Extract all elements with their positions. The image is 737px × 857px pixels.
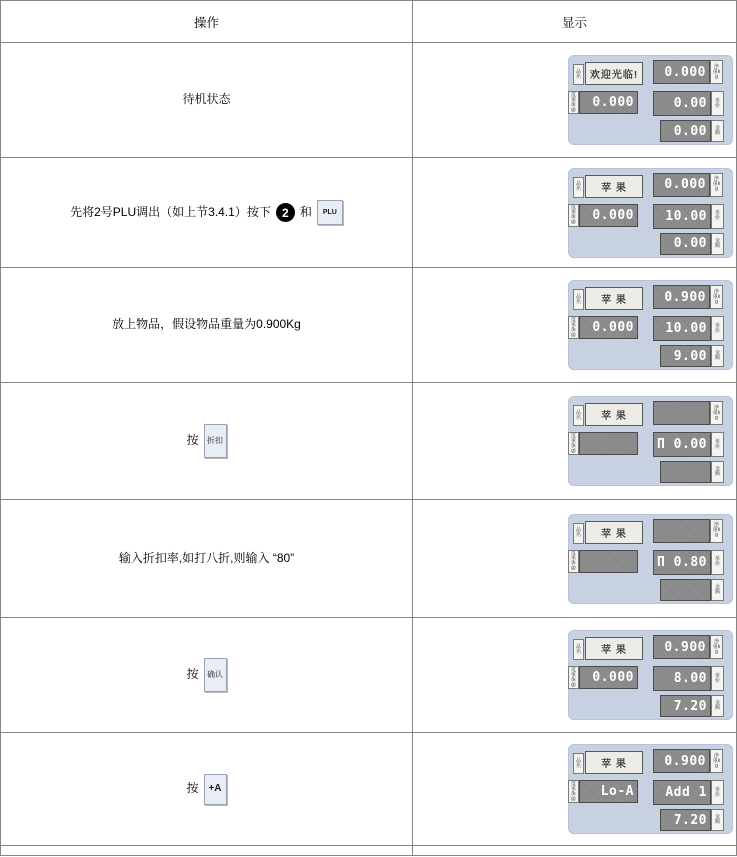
unit-price-label: 单价 [711,666,724,691]
table-header-row [1,1,737,43]
total-price-label: 金额 [711,809,724,831]
product-name-display: 苹 果 [585,751,643,774]
operation-cell [1,158,413,268]
operation-text: 先将2号PLU调出（如上节3.4.1）按下 [70,204,271,219]
operation-cell [1,618,413,733]
scale-display-panel [568,514,733,604]
weight-display: 0.900 [653,635,710,659]
scale-display-panel [568,396,733,486]
total-price-label: 金额 [711,345,724,367]
total-price-label: 金额 [711,461,724,483]
product-name-label: 品名 [573,753,584,774]
display-cell [413,158,737,268]
plus-a-key: +A [204,774,227,805]
tare-label: 皮重(kg) [568,780,579,803]
total-price-display: 7.20 [660,695,711,717]
operation-cell [1,733,413,846]
operation-text: 按 [186,781,199,796]
tare-display: 0.000 [579,91,638,114]
unit-price-display: Π 0.80 [653,550,711,575]
operation-column-header: 操作 [1,1,413,43]
weight-display: 0.000 [653,60,710,84]
unit-price-label: 单价 [711,204,724,229]
total-price-display [660,579,711,601]
operation-text: 按 [186,667,199,682]
unit-price-display: Add 1 [653,780,711,805]
operation-text: 和 [299,204,312,219]
total-price-label: 金额 [711,233,724,255]
plu-key: PLU [317,200,343,225]
weight-display: 0.900 [653,749,710,773]
display-cell [413,500,737,618]
table-row [1,383,737,500]
product-name-display: 苹 果 [585,521,643,544]
table-row [1,158,737,268]
total-price-display: 7.20 [660,809,711,831]
weight-display: 0.900 [653,285,710,309]
product-name-label: 品名 [573,405,584,426]
product-name-display: 苹 果 [585,175,643,198]
product-name-display: 苹 果 [585,637,643,660]
table-row-partial [1,846,737,856]
weight-unit-label: 净重kg [710,401,723,425]
unit-price-label: 单价 [711,780,724,805]
total-price-display [660,461,711,483]
table-row [1,733,737,846]
product-name-display: 苹 果 [585,287,643,310]
tare-label: 皮重(kg) [568,432,579,455]
product-name-label: 品名 [573,523,584,544]
total-price-label: 金额 [711,120,724,142]
total-price-display: 9.00 [660,345,711,367]
scale-display-panel [568,55,733,145]
operation-text: 放上物品，假设物品重量为0.900Kg [112,317,301,332]
table-row [1,618,737,733]
table-row [1,268,737,383]
product-name-label: 品名 [573,64,584,85]
weight-unit-label: 净重kg [710,519,723,543]
total-price-display: 0.00 [660,233,711,255]
product-name-display: 苹 果 [585,403,643,426]
tare-display [579,550,638,573]
tare-display: 0.000 [579,204,638,227]
weight-unit-label: 净重kg [710,173,723,197]
total-price-display: 0.00 [660,120,711,142]
discount-key: 折扣 [204,424,227,458]
table-row [1,43,737,158]
tare-display: 0.000 [579,316,638,339]
unit-price-display: 8.00 [653,666,711,691]
display-cell [413,846,737,856]
operation-text: 待机状态 [182,92,231,107]
weight-unit-label: 净重kg [710,60,723,84]
unit-price-label: 单价 [711,91,724,116]
unit-price-label: 单价 [711,550,724,575]
product-name-display: 欢迎光临! [585,62,643,85]
weight-unit-label: 净重kg [710,285,723,309]
total-price-label: 金额 [711,695,724,717]
digit-2-key: 2 [276,203,295,222]
product-name-label: 品名 [573,639,584,660]
operation-text: 按 [186,433,199,448]
unit-price-display: 0.00 [653,91,711,116]
weight-display [653,519,710,543]
tare-display [579,432,638,455]
tare-label: 皮重(kg) [568,316,579,339]
tare-label: 皮重(kg) [568,550,579,573]
operation-cell [1,846,413,856]
tare-label: 皮重(kg) [568,204,579,227]
operation-cell [1,500,413,618]
unit-price-label: 单价 [711,316,724,341]
unit-price-display: 10.00 [653,204,711,229]
weight-unit-label: 净重kg [710,635,723,659]
confirm-key: 确认 [204,658,227,692]
unit-price-display: 10.00 [653,316,711,341]
tare-label: 皮重(kg) [568,91,579,114]
weight-unit-label: 净重kg [710,749,723,773]
scale-display-panel [568,744,733,834]
tare-display: 0.000 [579,666,638,689]
unit-price-label: 单价 [711,432,724,457]
operation-cell [1,268,413,383]
scale-display-panel [568,630,733,720]
total-price-label: 金额 [711,579,724,601]
weight-display: 0.000 [653,173,710,197]
operation-text: 输入折扣率,如打八折,则输入 “80” [118,550,295,565]
display-cell [413,383,737,500]
display-column-header: 显示 [413,1,737,43]
table-row [1,500,737,618]
operation-cell [1,383,413,500]
tare-display: Lo-A [579,780,638,803]
display-cell [413,268,737,383]
weight-display [653,401,710,425]
product-name-label: 品名 [573,177,584,198]
scale-display-panel [568,280,733,370]
operation-cell [1,43,413,158]
display-cell [413,43,737,158]
display-cell [413,618,737,733]
unit-price-display: Π 0.00 [653,432,711,457]
display-cell [413,733,737,846]
tare-label: 皮重(kg) [568,666,579,689]
product-name-label: 品名 [573,289,584,310]
scale-display-panel [568,168,733,258]
